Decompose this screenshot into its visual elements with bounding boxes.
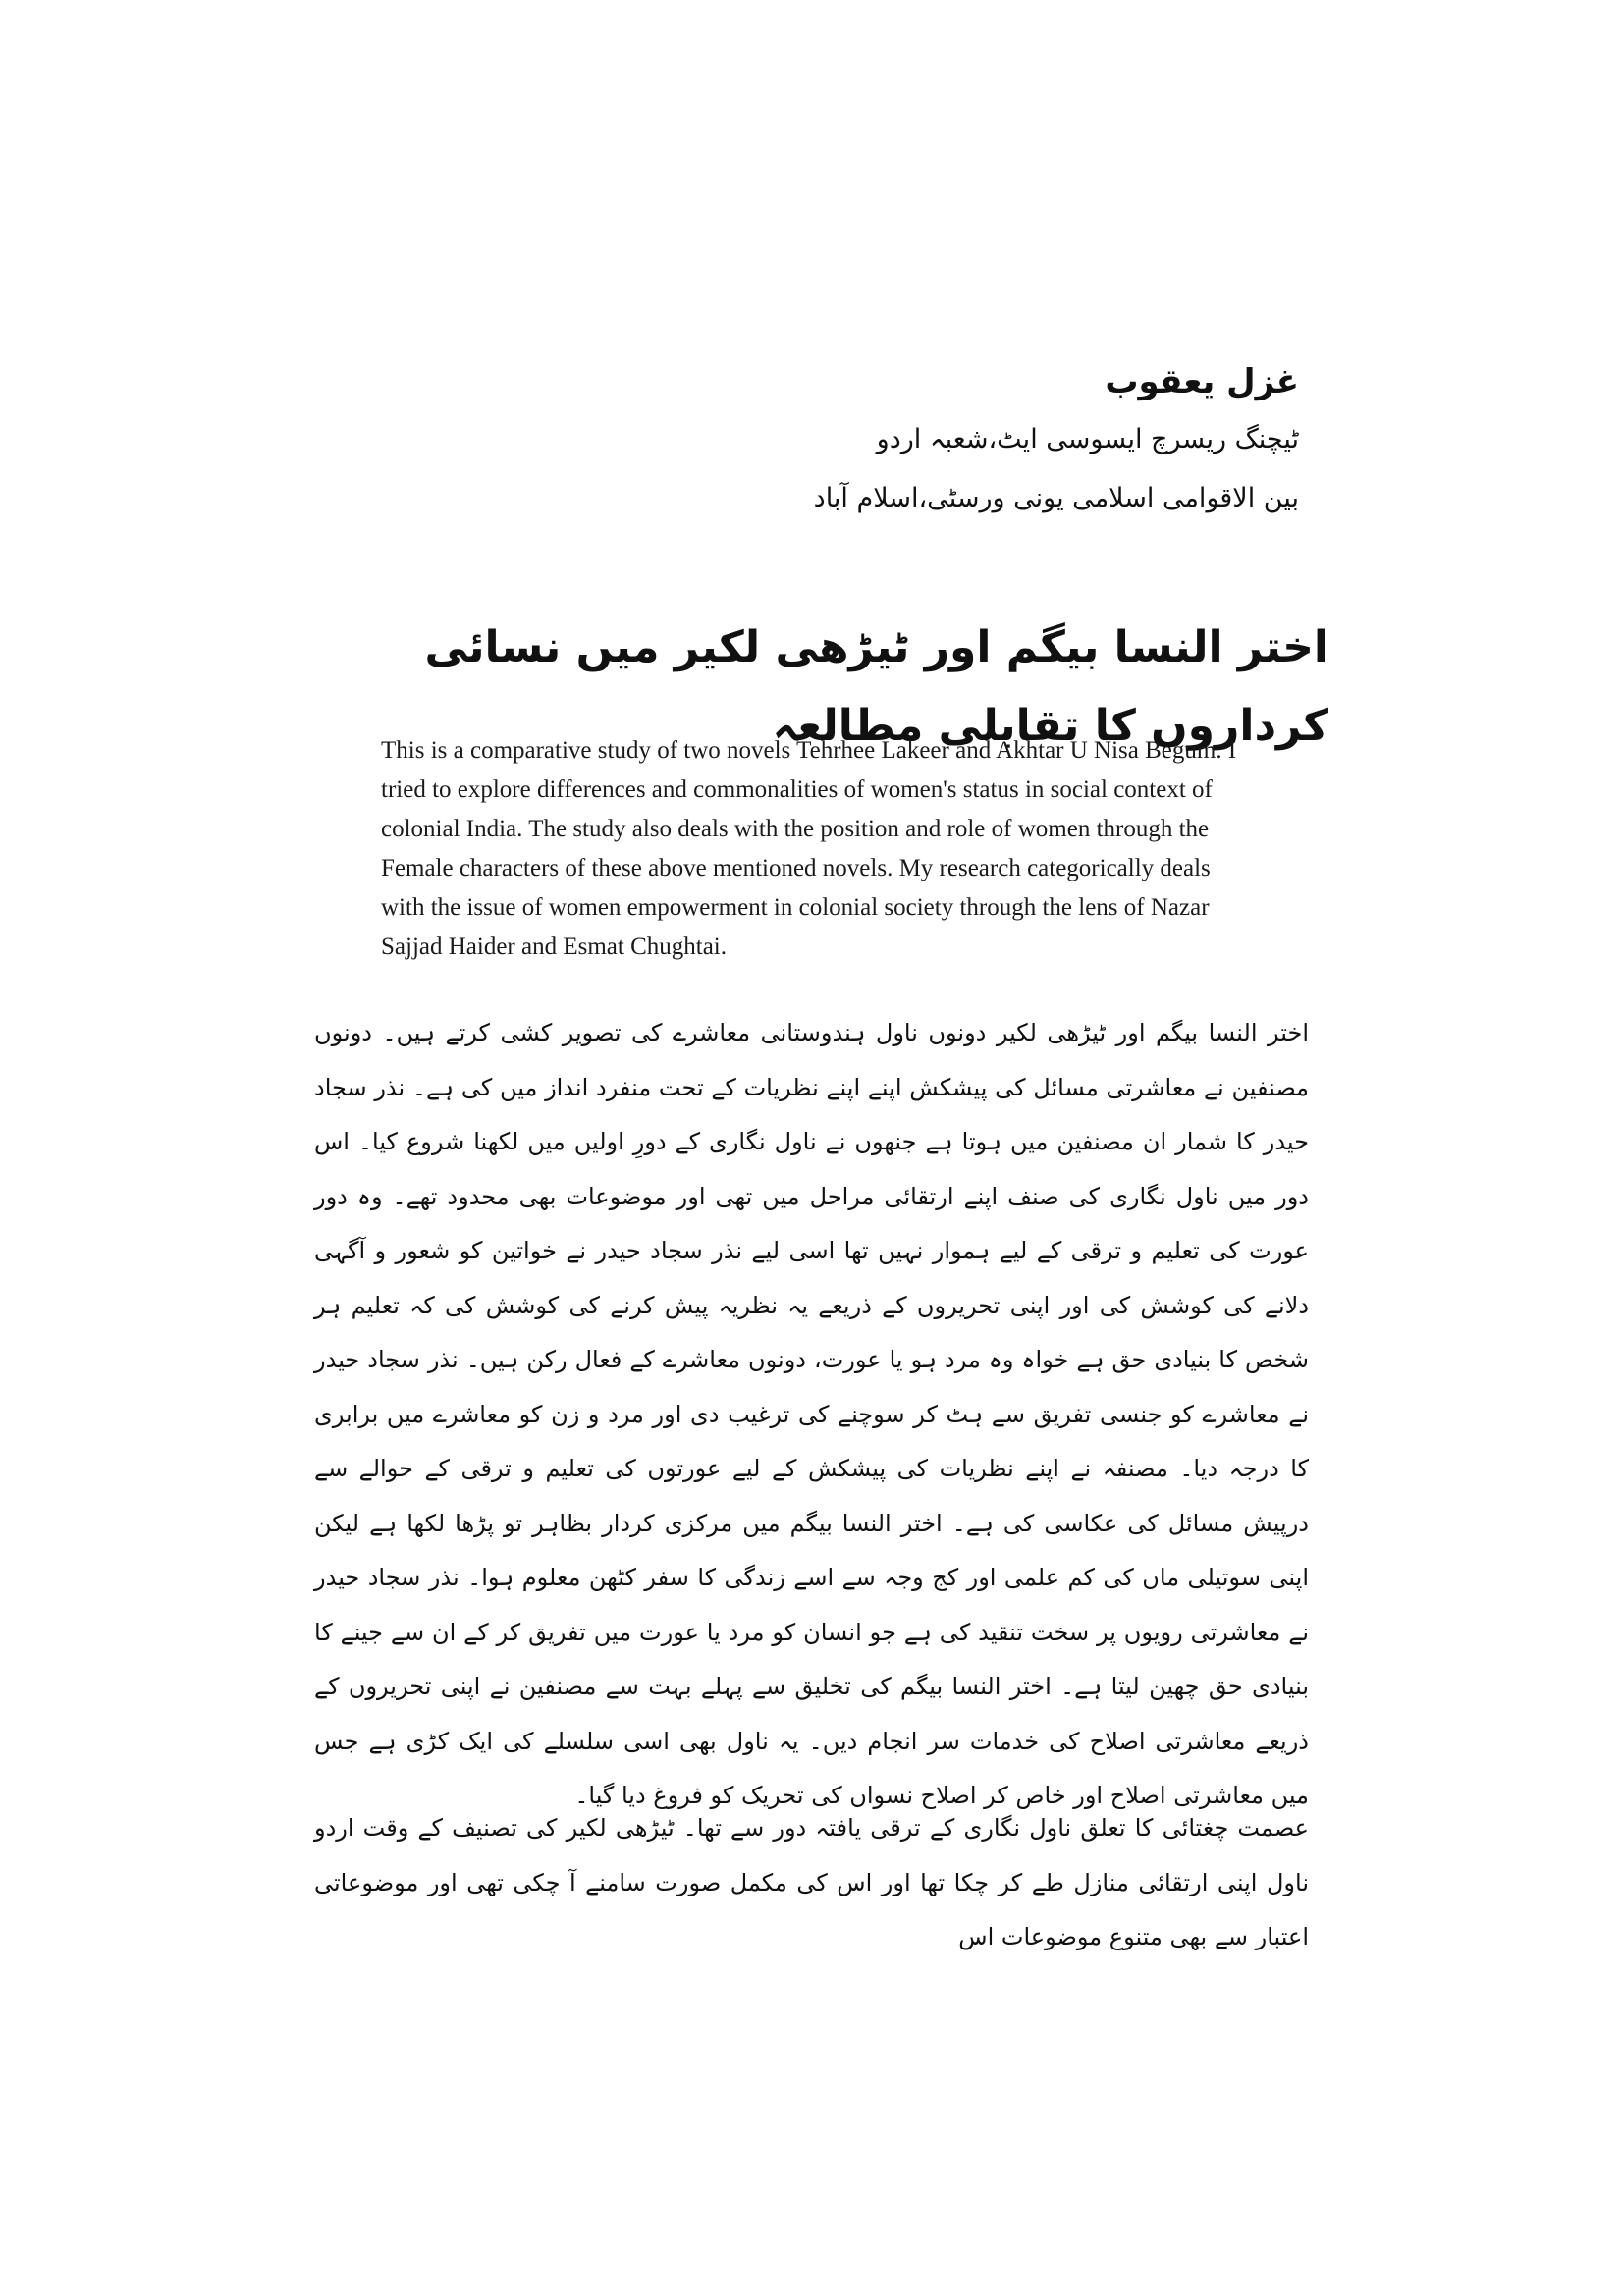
author-name: غزل یعقوب (1105, 362, 1299, 401)
body-paragraph-1: اختر النسا بیگم اور ٹیڑھی لکیر دونوں ناول ہندوستانی معاشرے کی تصویر کشی کرتے ہیں۔ دونوں مصنفین نے معاشرتی مسائل کی پیشکش اپنے اپنے نظریات کے تحت منفرد انداز میں کی ہے۔ نذر سجاد حیدر کا شمار ان مصنفین میں ہوتا ہے جنھوں نے ناول نگاری کے دورِ اولیں میں لکھنا شروع کیا۔ اس دور میں ناول نگاری کی صنف اپنے ارتقائی مراحل میں تھی اور موضوعات بھی محدود تھے۔ وہ دور عورت کی تعلیم و ترقی کے لیے ہموار نہیں تھا اسی لیے نذر سجاد حیدر نے خواتین کو شعور و آگہی دلانے کی کوشش کی اور اپنی تحریروں کے ذریعے یہ نظریہ پیش کرنے کی کوشش کی کہ تعلیم ہر شخص کا بنیادی حق ہے خواہ وہ مرد ہو یا عورت، دونوں معاشرے کے فعال رکن ہیں۔ نذر سجاد حیدر نے معاشرے کو جنسی تفریق سے ہٹ کر سوچنے کی ترغیب دی اور مرد و زن کو معاشرے میں برابری کا درجہ دیا۔ مصنفہ نے اپنے نظریات کی پیشکش کے لیے عورتوں کی تعلیم و ترقی کے حوالے سے درپیش مسائل کی عکاسی کی ہے۔ اختر النسا بیگم میں مرکزی کردار بظاہر تو پڑھا لکھا ہے لیکن اپنی سوتیلی ماں کی کم علمی اور کج وجہ سے اسے زندگی کا سفر کٹھن معلوم ہوا۔ نذر سجاد حیدر نے معاشرتی رویوں پر سخت تنقید کی ہے جو انسان کو مرد یا عورت میں تفریق کر کے ان سے جینے کا بنیادی حق چھین لیتا ہے۔ اختر النسا بیگم کی تخلیق سے پہلے بہت سے مصنفین نے اپنی تحریروں کے ذریعے معاشرتی اصلاح کی خدمات سر انجام دیں۔ یہ ناول بھی اسی سلسلے کی ایک کڑی ہے جس میں معاشرتی اصلاح اور خاص کر اصلاح نسواں کی تحریک کو فروغ دیا گیا۔ (314, 1019, 1310, 1809)
author-position: ٹیچنگ ریسرچ ایسوسی ایٹ،شعبہ اردو (876, 424, 1299, 454)
paper-title: اختر النسا بیگم اور ٹیڑھی لکیر میں نسائی کرداروں کا تقابلی مطالعہ (424, 622, 1328, 751)
author-affiliation: بین الاقوامی اسلامی یونی ورسٹی،اسلام آباد (813, 483, 1299, 513)
body-paragraph-2: عصمت چغتائی کا تعلق ناول نگاری کے ترقی یافتہ دور سے تھا۔ ٹیڑھی لکیر کی تصنیف کے وقت اردو ناول اپنی ارتقائی منازل طے کر چکا تھا اور اس کی مکمل صورت سامنے آ چکی تھی اور موضوعاتی اعتبار سے بھی متنوع موضوعات اس (314, 1814, 1310, 1950)
author-block (415, 353, 1299, 528)
abstract: This is a comparative study of two novels Tehrhee Lakeer and Akhtar U Nisa Begum. I tried to explore differences and commonalities of women's status in social context of colonial India. The study also deals with the position and role of women through the Female characters of these above mentioned novels. My research categorically deals with the issue of women empowerment in colonial society through the lens of Nazar Sajjad Haider and Esmat Chughtai. (381, 737, 1237, 960)
